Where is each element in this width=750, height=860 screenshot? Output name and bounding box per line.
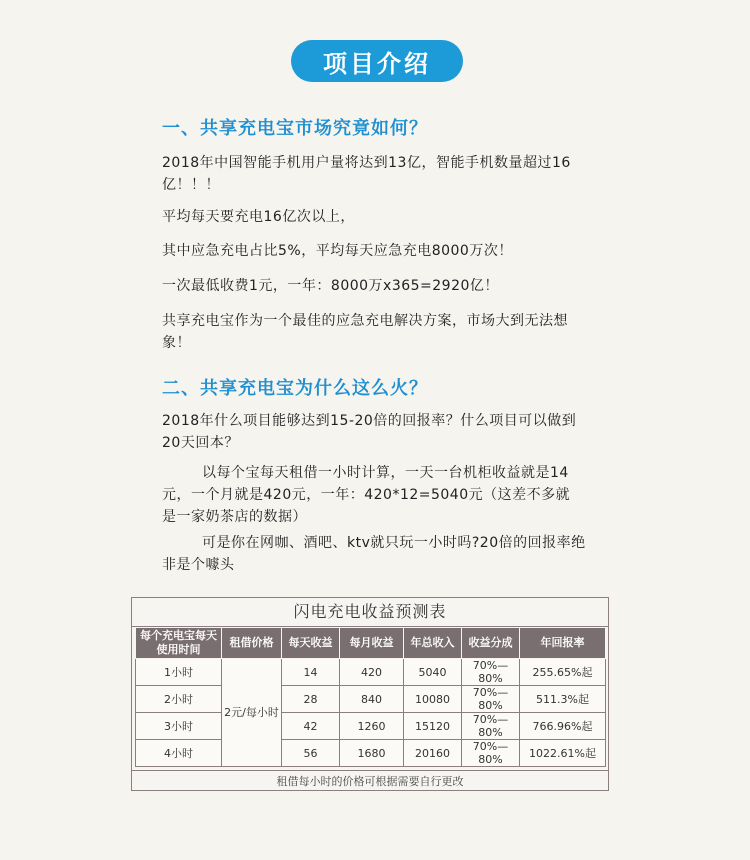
cell-monthly: 1680	[340, 740, 404, 767]
cell-hours: 4小时	[136, 740, 222, 767]
section2-paragraph-2: 以每个宝每天租借一小时计算，一天一台机柜收益就是14元，一个月就是420元，一年：420*12=5040元（这差不多就是一家奶茶店的数据）	[162, 465, 571, 525]
header-annual-return: 年回报率	[520, 628, 606, 659]
cell-split: 70%—80%	[462, 740, 520, 767]
cell-annual: 20160	[404, 740, 462, 767]
cell-monthly: 840	[340, 686, 404, 713]
header-monthly-revenue: 每月收益	[340, 628, 404, 659]
section1-heading: 一、共享充电宝市场究竟如何？	[162, 118, 428, 139]
table-row	[136, 659, 606, 686]
header-daily-revenue: 每天收益	[282, 628, 340, 659]
cell-daily: 56	[282, 740, 340, 767]
table-row	[136, 713, 606, 740]
cell-monthly: 1260	[340, 713, 404, 740]
cell-return: 1022.61%起	[520, 740, 606, 767]
cell-price: 2元/每小时	[222, 659, 282, 767]
table-header-row	[136, 628, 606, 659]
cell-split: 70%—80%	[462, 686, 520, 713]
cell-hours: 2小时	[136, 686, 222, 713]
table-row	[136, 686, 606, 713]
cell-annual: 10080	[404, 686, 462, 713]
section2-paragraph-3: 可是你在网咖、酒吧、ktv就只玩一小时吗?20倍的回报率绝非是个噱头	[162, 535, 586, 573]
section1-paragraph-2: 平均每天要充电16亿次以上，	[162, 209, 355, 225]
cell-daily: 28	[282, 686, 340, 713]
table-footnote: 租借每小时的价格可根据需要自行更改	[132, 770, 608, 793]
header-annual-income: 年总收入	[404, 628, 462, 659]
cell-monthly: 420	[340, 659, 404, 686]
forecast-grid	[135, 627, 606, 767]
cell-daily: 42	[282, 713, 340, 740]
table-title: 闪电充电收益预测表	[132, 598, 608, 627]
cell-return: 766.96%起	[520, 713, 606, 740]
cell-daily: 14	[282, 659, 340, 686]
header-revenue-split: 收益分成	[462, 628, 520, 659]
section1-paragraph-4: 一次最低收费1元，一年：8000万x365=2920亿！	[162, 278, 499, 294]
cell-split: 70%—80%	[462, 659, 520, 686]
section1-paragraph-1: 2018年中国智能手机用户量将达到13亿，智能手机数量超过16亿！！！	[162, 155, 571, 193]
page-title: 项目介绍	[291, 40, 463, 82]
section1-paragraph-3: 其中应急充电占比5%，平均每天应急充电8000万次！	[162, 243, 513, 259]
cell-return: 255.65%起	[520, 659, 606, 686]
header-usage-time: 每个充电宝每天使用时间	[136, 628, 222, 659]
cell-split: 70%—80%	[462, 713, 520, 740]
section2-paragraph-1: 2018年什么项目能够达到15-20倍的回报率？什么项目可以做到20天回本？	[162, 413, 577, 451]
cell-annual: 5040	[404, 659, 462, 686]
table-row	[136, 740, 606, 767]
cell-hours: 3小时	[136, 713, 222, 740]
cell-hours: 1小时	[136, 659, 222, 686]
cell-return: 511.3%起	[520, 686, 606, 713]
revenue-forecast-table	[131, 597, 609, 791]
section2-heading: 二、共享充电宝为什么这么火？	[162, 378, 428, 399]
header-rental-price: 租借价格	[222, 628, 282, 659]
cell-annual: 15120	[404, 713, 462, 740]
section1-paragraph-5: 共享充电宝作为一个最佳的应急充电解决方案，市场大到无法想象！	[162, 313, 568, 351]
